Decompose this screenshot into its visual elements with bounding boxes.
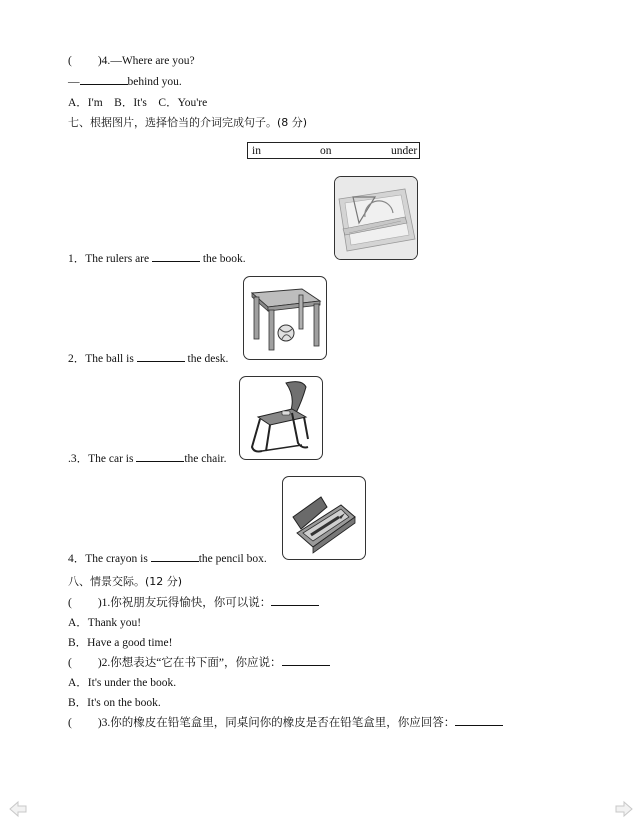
section8-title: 八、情景交际。(12 分) <box>68 575 183 588</box>
section7-title: 七、根据图片，选择恰当的介词完成句子。(8 分) <box>68 116 308 129</box>
q4-question: ( )4.—Where are you? <box>68 55 195 67</box>
word-under: under <box>391 145 418 157</box>
s8-q2-option-b: B．It's on the book. <box>68 697 161 709</box>
q4-blank[interactable] <box>80 74 128 85</box>
item3-blank[interactable] <box>136 451 184 462</box>
word-bank <box>247 142 420 159</box>
q4-options: A．I'm B．It's C．You're <box>68 97 208 109</box>
s8-q3-stem: ( )3.你的橡皮在铅笔盒里，同桌问你的橡皮是否在铅笔盒里，你应回答： <box>68 714 503 730</box>
word-on: on <box>320 145 332 157</box>
s8-q1-option-b: B．Have a good time! <box>68 637 173 649</box>
s8-q1-stem: ( )1.你祝朋友玩得愉快，你可以说： <box>68 594 319 610</box>
item1-sentence: 1．The rulers are the book. <box>68 253 246 265</box>
s8-q2-option-a: A．It's under the book. <box>68 677 177 689</box>
arrow-right-icon[interactable] <box>614 800 634 818</box>
s8-q3-blank[interactable] <box>455 715 503 726</box>
car-chair-image <box>239 376 323 460</box>
item2-blank[interactable] <box>137 351 185 362</box>
crayon-pencil-box-image <box>282 476 366 560</box>
arrow-left-icon[interactable] <box>8 800 28 818</box>
item4-blank[interactable] <box>151 551 199 562</box>
s8-q1-blank[interactable] <box>271 595 319 606</box>
word-in: in <box>252 145 261 157</box>
item2-sentence: 2．The ball is the desk. <box>68 353 229 365</box>
s8-q2-blank[interactable] <box>282 655 330 666</box>
q4-answer: — behind you. <box>68 76 182 88</box>
s8-q1-option-a: A．Thank you! <box>68 617 142 629</box>
item4-sentence: 4．The crayon is the pencil box. <box>68 553 267 565</box>
item3-sentence: .3．The car is the chair. <box>68 453 227 465</box>
ball-under-desk-image <box>243 276 327 360</box>
s8-q2-stem: ( )2.你想表达“它在书下面”，你应说： <box>68 654 330 670</box>
item1-blank[interactable] <box>152 251 200 262</box>
rulers-on-book-image <box>334 176 418 260</box>
